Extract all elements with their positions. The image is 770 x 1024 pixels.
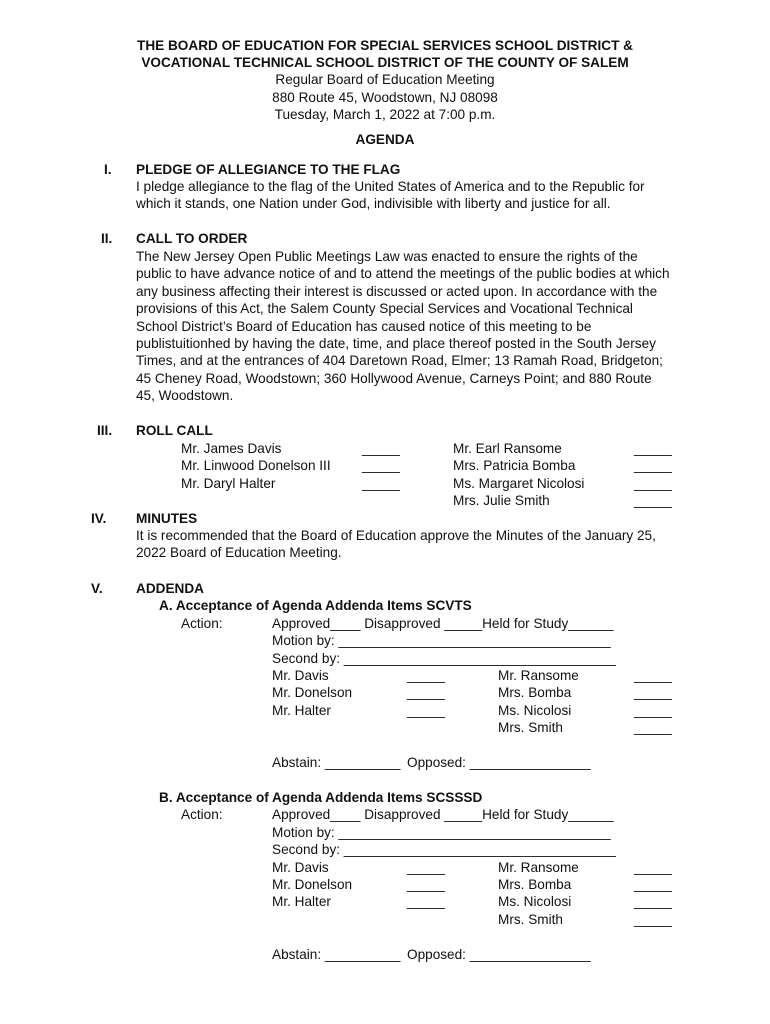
vote-blank: _____ xyxy=(407,668,445,683)
vote-member: Mr. Davis xyxy=(272,668,329,683)
vote-member: Mrs. Smith xyxy=(498,912,563,927)
text-line: publistuitionhed by having the date, time, and place thereof posted in the South Jersey xyxy=(136,336,656,352)
pledge-text xyxy=(136,178,681,213)
approval-options: Approved____ Disapproved _____Held for Study______ xyxy=(272,807,614,822)
text-line: School District’s Board of Education has caused notice of this meeting to be xyxy=(136,318,592,334)
vote-blank: _____ xyxy=(407,877,445,892)
action-label: Action: xyxy=(181,616,223,631)
second-by-field: Second by: ____________________________________ xyxy=(272,651,616,666)
district-title-line2: VOCATIONAL TECHNICAL SCHOOL DISTRICT OF THE COUNTY OF SALEM xyxy=(141,55,629,70)
roll-call-member: Mrs. Julie Smith xyxy=(453,493,550,508)
vote-blank: _____ xyxy=(634,860,672,875)
roll-call-member: Ms. Margaret Nicolosi xyxy=(453,476,585,491)
vote-blank: _____ xyxy=(407,894,445,909)
meeting-datetime: Tuesday, March 1, 2022 at 7:00 p.m. xyxy=(274,107,496,122)
text-line: provisions of this Act, the Salem County Special Services and Vocational Technical xyxy=(136,301,633,317)
vote-member: Mr. Donelson xyxy=(272,685,353,700)
roll-call-blank: _____ xyxy=(362,458,400,473)
text-line: any business affecting their interest is discussed or acted upon. In accordance with the xyxy=(136,283,658,299)
vote-member: Mrs. Smith xyxy=(498,720,563,735)
text-line: 45 Cheney Road, Woodstown; 360 Hollywood Avenue, Carneys Point; and 880 Route xyxy=(136,370,652,386)
abstain-field: Abstain: __________ xyxy=(272,755,401,770)
vote-member: Mrs. Bomba xyxy=(498,877,572,892)
vote-blank: _____ xyxy=(407,685,445,700)
text-line: It is recommended that the Board of Education approve the Minutes of the January 25, xyxy=(136,528,656,543)
vote-member: Mr. Davis xyxy=(272,860,329,875)
agenda-heading: AGENDA xyxy=(355,132,415,147)
vote-blank: _____ xyxy=(407,703,445,718)
second-by-field: Second by: ____________________________________ xyxy=(272,842,616,857)
minutes-text xyxy=(136,527,681,562)
opposed-field: Opposed: ________________ xyxy=(407,947,591,962)
approval-options: Approved____ Disapproved _____Held for Study______ xyxy=(272,616,614,631)
roll-call-blank: _____ xyxy=(362,476,400,491)
section-title-minutes: MINUTES xyxy=(136,511,198,526)
section-number: I. xyxy=(104,162,112,177)
roll-call-member: Mr. Linwood Donelson III xyxy=(181,458,331,473)
text-line: I pledge allegiance to the flag of the United States of America and to the Republic for xyxy=(136,179,645,194)
call-to-order-text xyxy=(136,248,681,405)
roll-call-member: Mr. Earl Ransome xyxy=(453,441,562,456)
roll-call-member: Mr. James Davis xyxy=(181,441,282,456)
vote-member: Mr. Donelson xyxy=(272,877,353,892)
vote-blank: _____ xyxy=(634,894,672,909)
opposed-field: Opposed: ________________ xyxy=(407,755,591,770)
section-title-pledge: PLEDGE OF ALLEGIANCE TO THE FLAG xyxy=(136,162,401,177)
vote-blank: _____ xyxy=(634,668,672,683)
vote-blank: _____ xyxy=(634,685,672,700)
vote-blank: _____ xyxy=(634,912,672,927)
addenda-item-a-title: A. Acceptance of Agenda Addenda Items SCVTS xyxy=(159,598,472,613)
roll-call-blank: _____ xyxy=(634,493,672,508)
roll-call-member: Mr. Daryl Halter xyxy=(181,476,276,491)
abstain-field: Abstain: __________ xyxy=(272,947,401,962)
vote-member: Mr. Halter xyxy=(272,703,331,718)
vote-blank: _____ xyxy=(634,703,672,718)
vote-member: Mr. Ransome xyxy=(498,668,579,683)
roll-call-blank: _____ xyxy=(634,458,672,473)
section-title-call-to-order: CALL TO ORDER xyxy=(136,231,248,246)
text-line: public to have advance notice of and to attend the meetings of the public bodies at which xyxy=(136,266,670,282)
section-number: V. xyxy=(91,581,103,596)
text-line: 45, Woodstown. xyxy=(136,388,234,404)
vote-blank: _____ xyxy=(634,720,672,735)
meeting-type: Regular Board of Education Meeting xyxy=(275,72,495,87)
text-line: 2022 Board of Education Meeting. xyxy=(136,545,342,561)
vote-member: Mrs. Bomba xyxy=(498,685,572,700)
vote-member: Mr. Ransome xyxy=(498,860,579,875)
motion-by-field: Motion by: ____________________________________ xyxy=(272,633,611,648)
vote-blank: _____ xyxy=(407,860,445,875)
action-label: Action: xyxy=(181,807,223,822)
section-title-roll-call: ROLL CALL xyxy=(136,423,213,438)
roll-call-member: Mrs. Patricia Bomba xyxy=(453,458,576,473)
vote-member: Ms. Nicolosi xyxy=(498,703,572,718)
addenda-item-b-title: B. Acceptance of Agenda Addenda Items SCSSSD xyxy=(159,790,483,805)
section-number: II. xyxy=(101,231,113,246)
section-title-addenda: ADDENDA xyxy=(136,581,204,596)
motion-by-field: Motion by: ____________________________________ xyxy=(272,825,611,840)
text-line: which it stands, one Nation under God, indivisible with liberty and justice for all. xyxy=(136,196,611,212)
text-line: Times, and at the entrances of 404 Daretown Road, Elmer; 13 Ramah Road, Bridgeton; xyxy=(136,353,663,369)
section-number: IV. xyxy=(91,511,107,526)
text-line: The New Jersey Open Public Meetings Law was enacted to ensure the rights of the xyxy=(136,249,638,264)
vote-member: Ms. Nicolosi xyxy=(498,894,572,909)
vote-member: Mr. Halter xyxy=(272,894,331,909)
section-number: III. xyxy=(97,423,113,438)
vote-blank: _____ xyxy=(634,877,672,892)
district-title-line1: THE BOARD OF EDUCATION FOR SPECIAL SERVICES SCHOOL DISTRICT & xyxy=(137,38,633,53)
roll-call-blank: _____ xyxy=(634,476,672,491)
meeting-address: 880 Route 45, Woodstown, NJ 08098 xyxy=(272,90,498,105)
roll-call-blank: _____ xyxy=(362,441,400,456)
roll-call-blank: _____ xyxy=(634,441,672,456)
